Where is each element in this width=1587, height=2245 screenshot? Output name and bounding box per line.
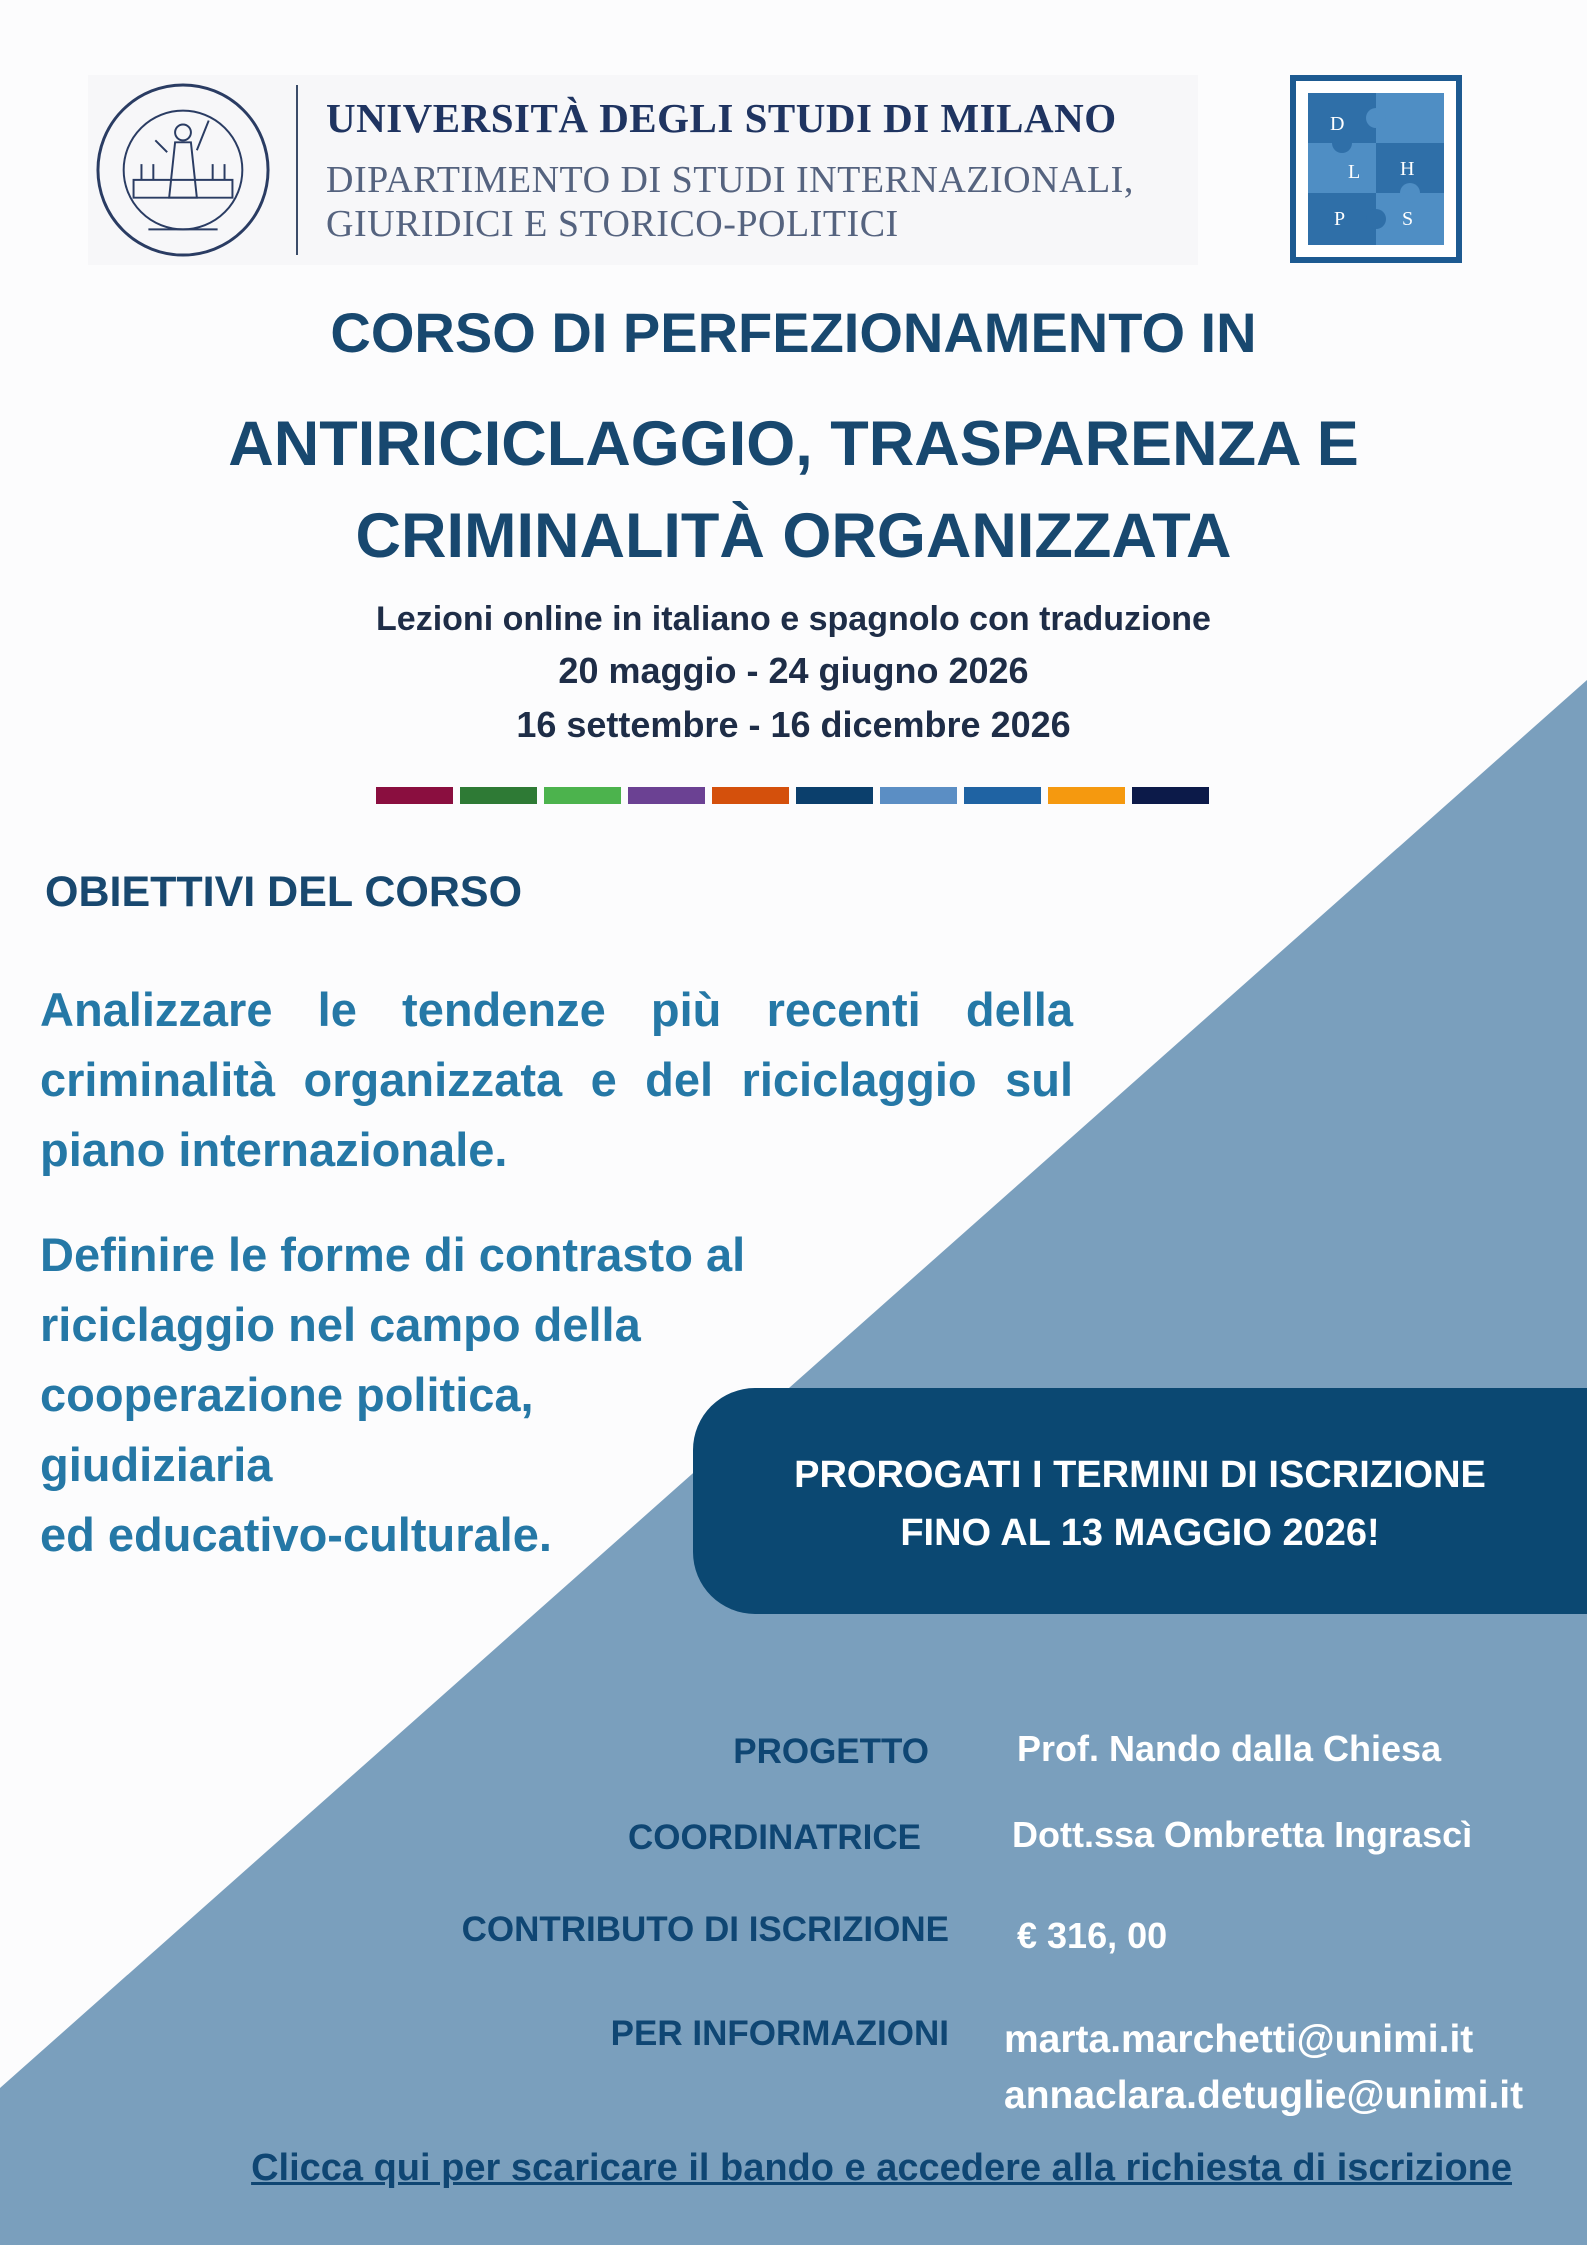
color-bar-segment bbox=[460, 787, 537, 804]
deadline-banner-text bbox=[693, 1446, 1587, 1562]
university-name: UNIVERSITÀ DEGLI STUDI DI MILANO bbox=[326, 95, 1117, 141]
objective-line: ed educativo-culturale. bbox=[40, 1508, 552, 1561]
logo-letter-h: H bbox=[1400, 158, 1415, 180]
color-bar-segment bbox=[376, 787, 453, 804]
color-bar-segment bbox=[1048, 787, 1125, 804]
progetto-value: Prof. Nando dalla Chiesa bbox=[1017, 1728, 1442, 1769]
banner-line-1: PROROGATI I TERMINI DI ISCRIZIONE bbox=[794, 1454, 1486, 1496]
objective-paragraph-1: Analizzare le tendenze più recenti della criminalità organizzata e del riciclaggio sul piano internazionale. bbox=[40, 983, 1073, 1176]
objectives-heading: OBIETTIVI DEL CORSO bbox=[45, 868, 523, 916]
contributo-value: € 316, 00 bbox=[1017, 1915, 1168, 1956]
email-link-2[interactable]: annaclara.detuglie@unimi.it bbox=[1004, 2074, 1524, 2117]
objective-line: Definire le forme di contrasto al bbox=[40, 1228, 746, 1281]
color-bar-segment bbox=[880, 787, 957, 804]
banner-line-2: FINO AL 13 MAGGIO 2026! bbox=[900, 1512, 1380, 1554]
logo-letter-p: P bbox=[1334, 208, 1346, 230]
color-bar bbox=[376, 787, 1209, 804]
course-dates-1: 20 maggio - 24 giugno 2026 bbox=[558, 650, 1029, 691]
university-text-block bbox=[326, 94, 1134, 246]
lessons-info: Lezioni online in italiano e spagnolo con traduzione bbox=[376, 600, 1211, 638]
course-dates-2: 16 settembre - 16 dicembre 2026 bbox=[516, 704, 1071, 745]
color-bar-segment bbox=[544, 787, 621, 804]
color-bar-segment bbox=[964, 787, 1041, 804]
color-bar-segment bbox=[1132, 787, 1209, 804]
coordinatrice-value: Dott.ssa Ombretta Ingrascì bbox=[1012, 1814, 1473, 1855]
contributo-label: CONTRIBUTO DI ISCRIZIONE bbox=[461, 1910, 949, 1949]
department-puzzle-logo-icon bbox=[1290, 75, 1462, 263]
logo-letter-s: S bbox=[1402, 208, 1414, 230]
coordinatrice-label: COORDINATRICE bbox=[628, 1818, 921, 1857]
progetto-label: PROGETTO bbox=[733, 1732, 929, 1771]
university-seal-icon bbox=[94, 81, 272, 259]
informazioni-label: PER INFORMAZIONI bbox=[610, 2014, 949, 2053]
color-bar-segment bbox=[628, 787, 705, 804]
objective-line: giudiziaria bbox=[40, 1438, 273, 1491]
color-bar-segment bbox=[796, 787, 873, 804]
course-title-line-2: ANTIRICICLAGGIO, TRASPARENZA E bbox=[228, 409, 1359, 479]
email-link-1[interactable]: marta.marchetti@unimi.it bbox=[1004, 2018, 1474, 2061]
course-title-line-1: CORSO DI PERFEZIONAMENTO IN bbox=[330, 301, 1257, 364]
logo-divider bbox=[296, 85, 298, 255]
objective-line: cooperazione politica, bbox=[40, 1368, 534, 1421]
download-bando-link[interactable]: Clicca qui per scaricare il bando e accedere alla richiesta di iscrizione bbox=[251, 2147, 1512, 2189]
objective-line: riciclaggio nel campo della bbox=[40, 1298, 641, 1351]
color-bar-segment bbox=[712, 787, 789, 804]
course-title-line-3: CRIMINALITÀ ORGANIZZATA bbox=[355, 501, 1232, 571]
logo-letter-l: L bbox=[1348, 161, 1361, 183]
department-line-2: GIURIDICI E STORICO-POLITICI bbox=[326, 203, 899, 245]
university-logo bbox=[88, 75, 1198, 265]
logo-letter-d: D bbox=[1330, 113, 1345, 135]
department-line-1: DIPARTIMENTO DI STUDI INTERNAZIONALI, bbox=[326, 159, 1134, 201]
